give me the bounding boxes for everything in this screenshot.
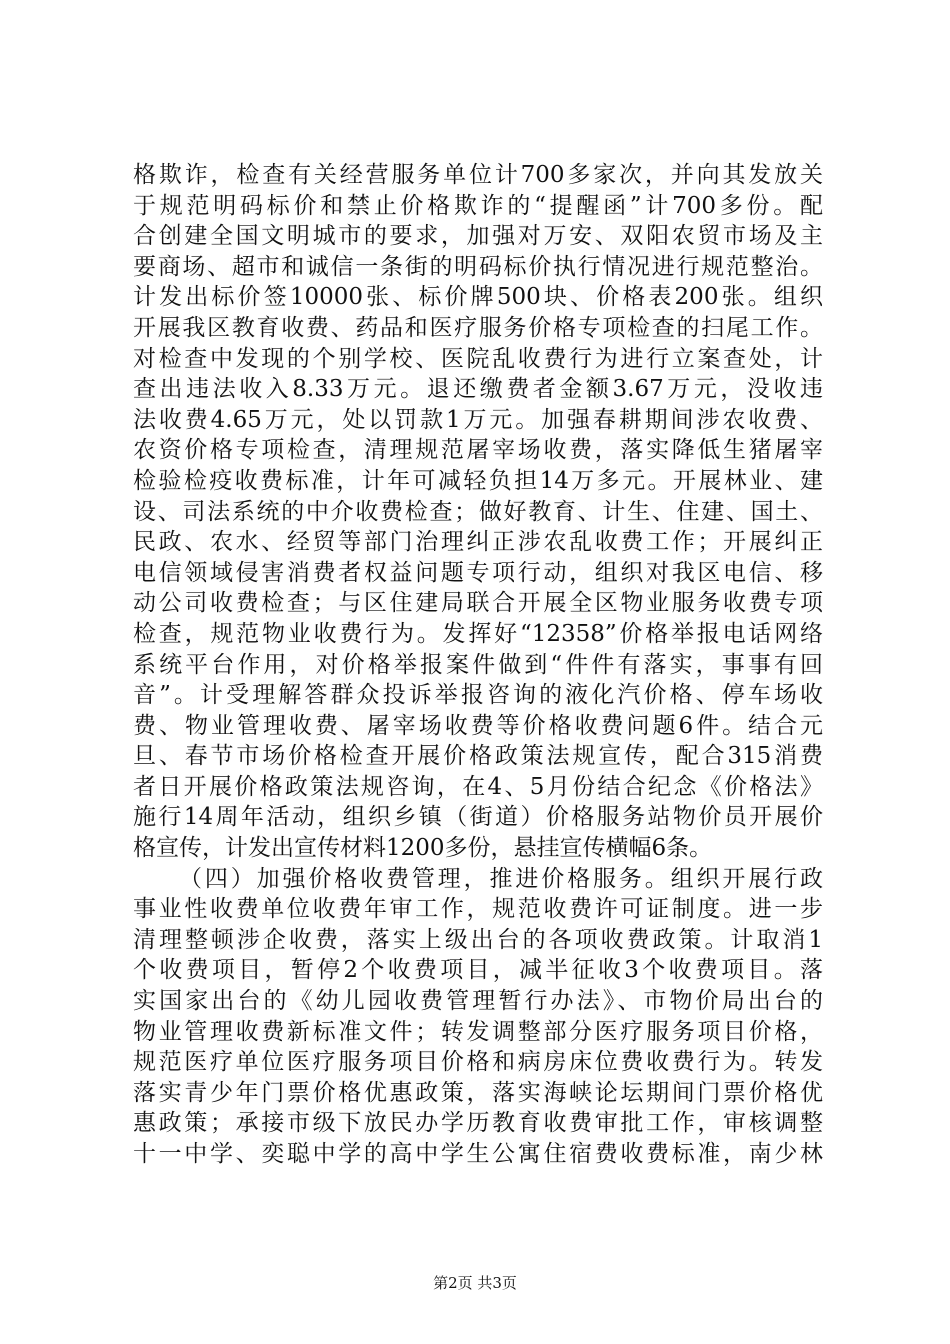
text-line: 法收费4.65万元，处以罚款1万元。加强春耕期间涉农收费、 — [133, 406, 823, 433]
text-line: 音”。计受理解答群众投诉举报咨询的液化汽价格、停车场收 — [133, 682, 823, 709]
text-line: 惠政策；承接市级下放民办学历教育收费审批工作，审核调整 — [133, 1110, 823, 1137]
text-line: 施行14周年活动，组织乡镇（街道）价格服务站物价员开展价 — [133, 804, 823, 831]
text-line: 费、物业管理收费、屠宰场收费等价格收费问题6件。结合元 — [133, 712, 823, 739]
text-line: 事业性收费单位收费年审工作，规范收费许可证制度。进一步 — [133, 896, 823, 923]
text-line: 个收费项目，暂停2个收费项目，减半征收3个收费项目。落 — [133, 957, 823, 984]
text-line: 规范医疗单位医疗服务项目价格和病房床位费收费行为。转发 — [133, 1049, 823, 1076]
document-body — [133, 160, 823, 1170]
text-line: 清理整顿涉企收费，落实上级出台的各项收费政策。计取消1 — [133, 926, 823, 953]
text-line: 查出违法收入8.33万元。退还缴费者金额3.67万元，没收违 — [133, 376, 823, 403]
text-line: 落实青少年门票价格优惠政策，落实海峡论坛期间门票价格优 — [133, 1079, 823, 1106]
text-line: 计发出标价签10000张、标价牌500块、价格表200张。组织 — [133, 284, 823, 311]
text-line: 于规范明码标价和禁止价格欺诈的“提醒函”计700多份。配 — [133, 192, 823, 219]
text-line: 合创建全国文明城市的要求，加强对万安、双阳农贸市场及主 — [133, 223, 823, 250]
text-line: 动公司收费检查；与区住建局联合开展全区物业服务收费专项 — [133, 590, 823, 617]
text-line: 检查，规范物业收费行为。发挥好“12358”价格举报电话网络 — [133, 620, 823, 647]
text-line: 要商场、超市和诚信一条街的明码标价执行情况进行规范整治。 — [133, 253, 823, 280]
text-line: 实国家出台的《幼儿园收费管理暂行办法》、市物价局出台的 — [133, 988, 823, 1015]
text-line: 检验检疫收费标准，计年可减轻负担14万多元。开展林业、建 — [133, 467, 823, 494]
text-line: 者日开展价格政策法规咨询，在4、5月份结合纪念《价格法》 — [133, 773, 823, 800]
text-line: 设、司法系统的中介收费检查；做好教育、计生、住建、国土、 — [133, 498, 823, 525]
text-line: 系统平台作用，对价格举报案件做到“件件有落实，事事有回 — [133, 651, 823, 678]
text-line: 旦、春节市场价格检查开展价格政策法规宣传，配合315消费 — [133, 743, 823, 770]
section-heading-line: （四）加强价格收费管理，推进价格服务。组织开展行政 — [179, 865, 823, 892]
text-line: 开展我区教育收费、药品和医疗服务价格专项检查的扫尾工作。 — [133, 314, 823, 341]
text-line: 格欺诈，检查有关经营服务单位计700多家次，并向其发放关 — [133, 162, 823, 188]
text-line: 民政、农水、经贸等部门治理纠正涉农乱收费工作；开展纠正 — [133, 529, 823, 556]
page-footer: 第2页 共3页 — [433, 1274, 517, 1292]
text-line: 电信领域侵害消费者权益问题专项行动，组织对我区电信、移 — [133, 559, 823, 586]
text-line: 十一中学、奕聪中学的高中学生公寓住宿费收费标准，南少林 — [133, 1141, 823, 1167]
text-line: 格宣传，计发出宣传材料1200多份，悬挂宣传横幅6条。 — [133, 835, 713, 862]
text-line: 农资价格专项检查，清理规范屠宰场收费，落实降低生猪屠宰 — [133, 437, 823, 464]
text-line: 对检查中发现的个别学校、医院乱收费行为进行立案查处，计 — [133, 345, 823, 372]
text-line: 物业管理收费新标准文件；转发调整部分医疗服务项目价格， — [133, 1018, 823, 1045]
